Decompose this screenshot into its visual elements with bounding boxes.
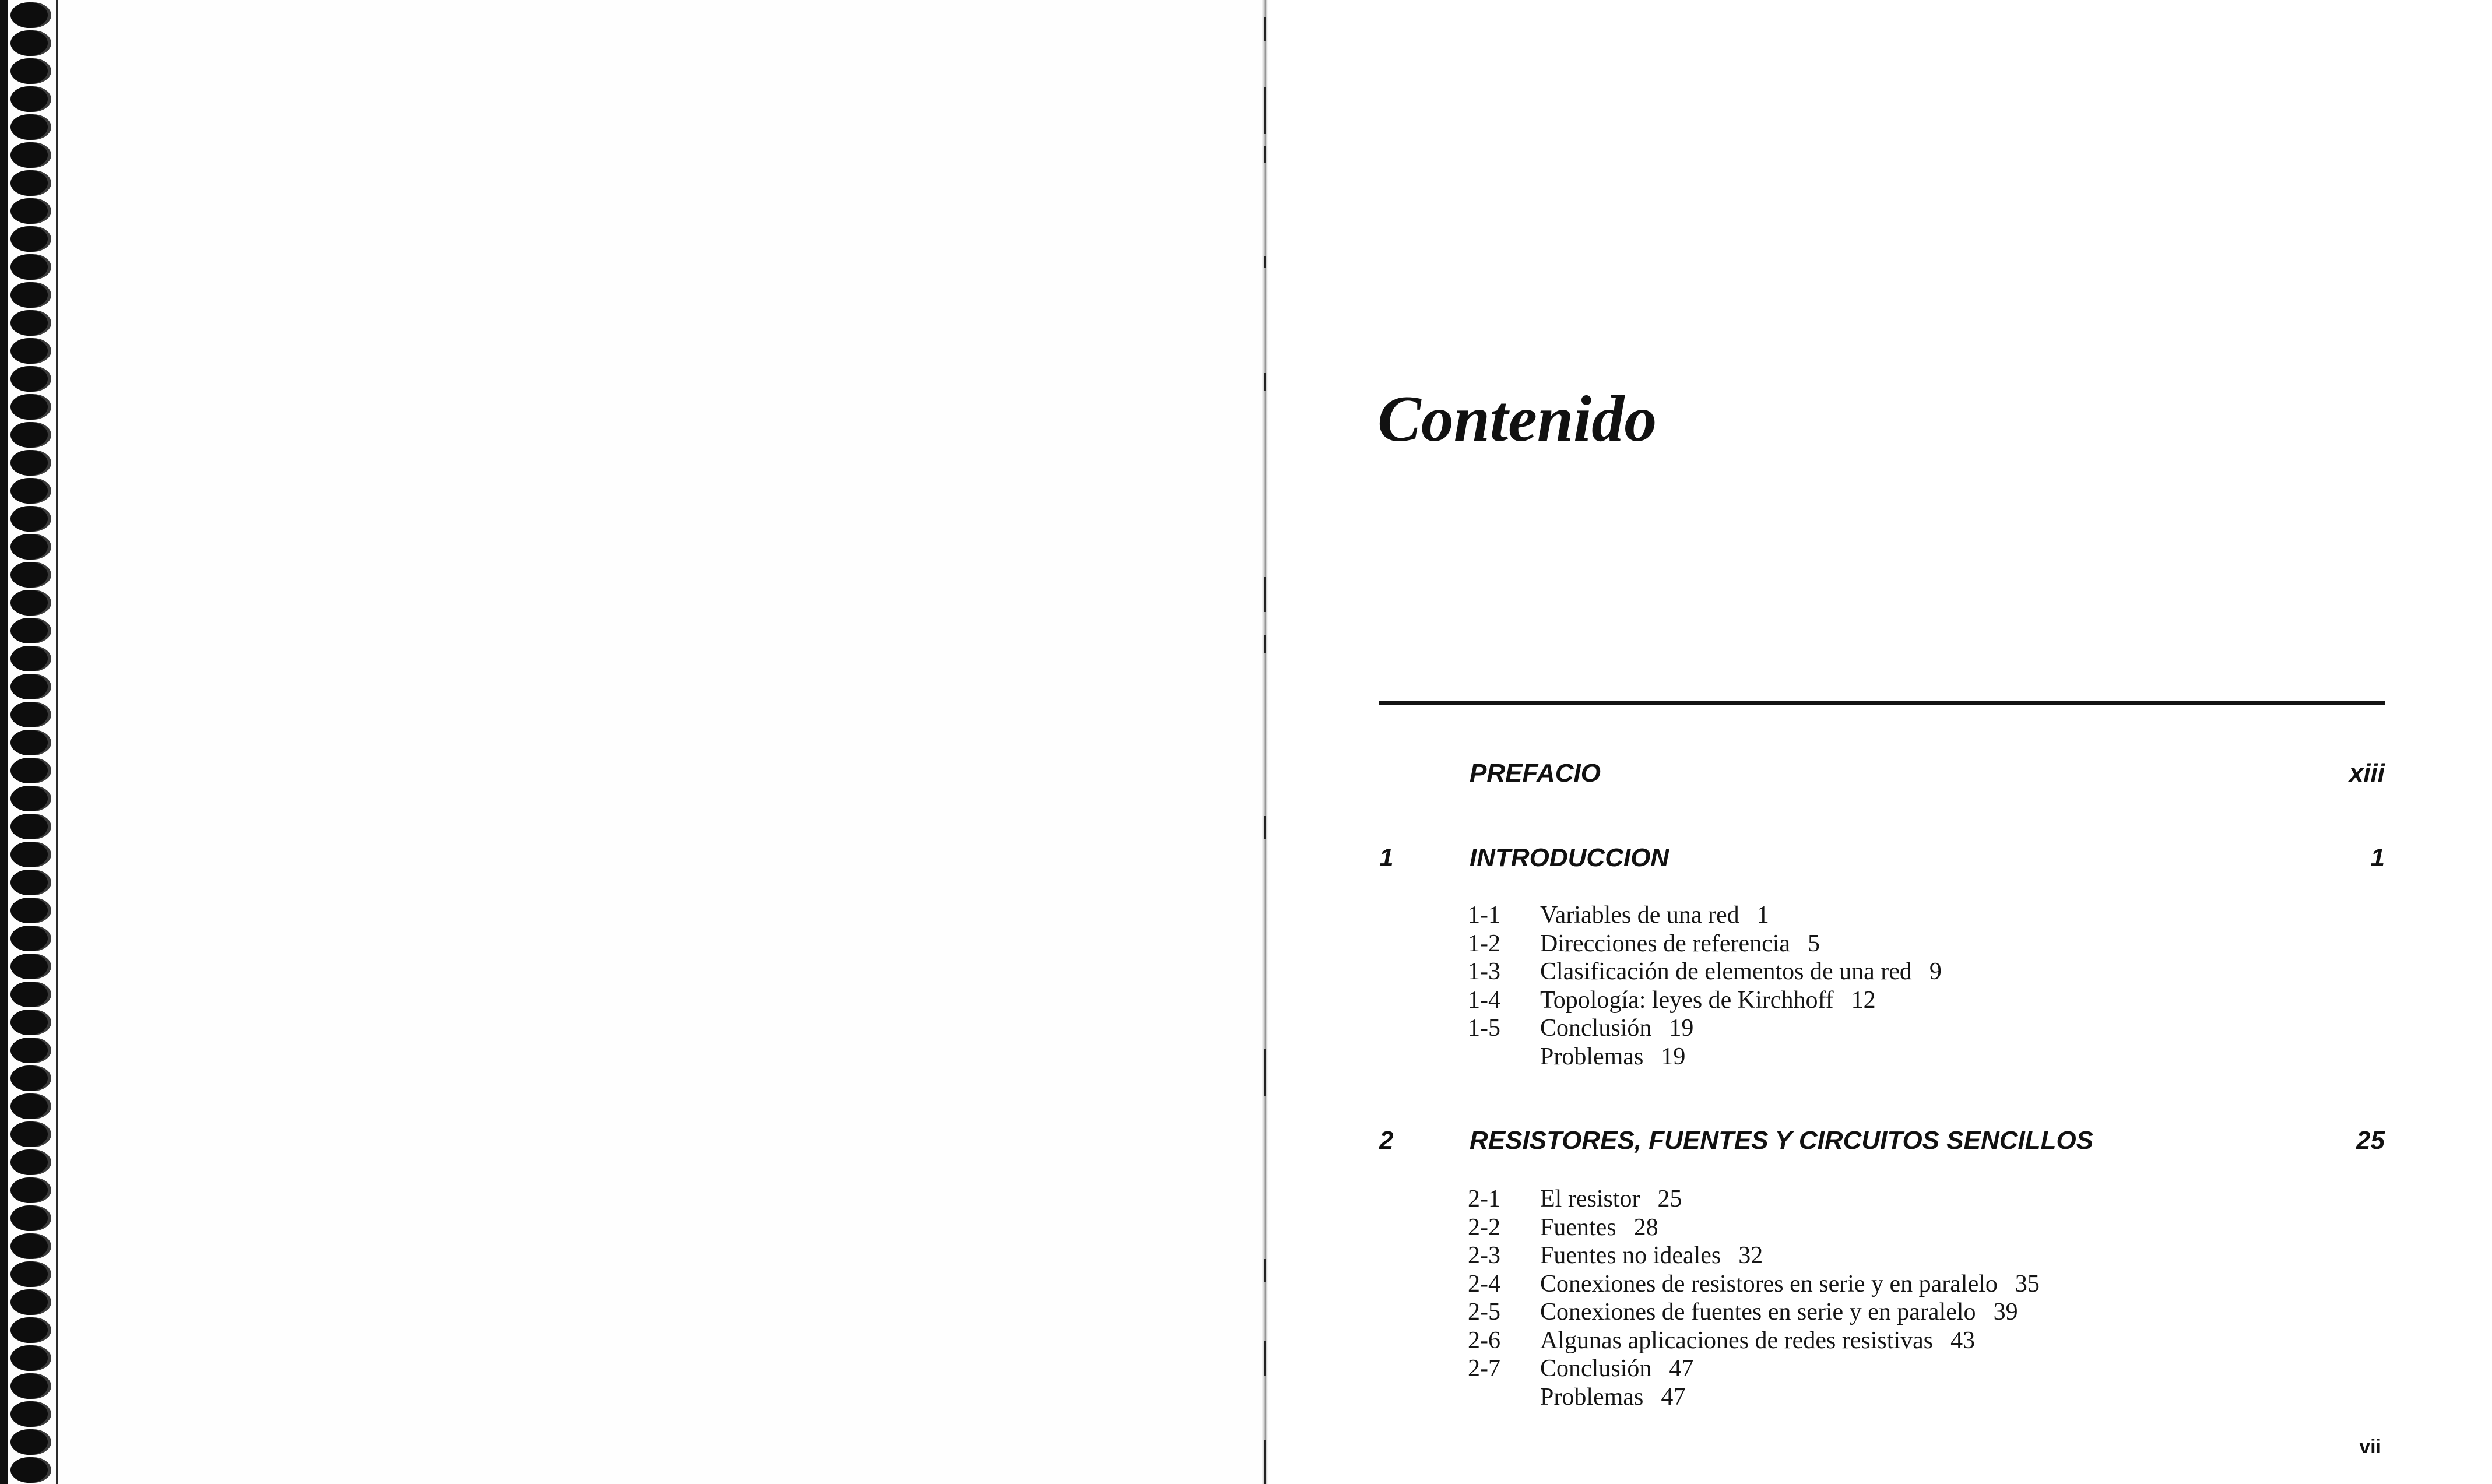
binding-coil	[10, 142, 48, 168]
gutter-mark	[1264, 1259, 1266, 1282]
binding-coil	[10, 1121, 48, 1147]
section-number: 1-1	[1468, 902, 1500, 929]
section-title: Topología: leyes de Kirchhoff	[1540, 986, 1834, 1014]
gutter-mark	[1264, 816, 1266, 839]
binding-coil	[10, 282, 48, 308]
section-number: 1-2	[1468, 930, 1500, 957]
gutter-mark	[1264, 577, 1266, 612]
section-number: 1-4	[1468, 986, 1500, 1014]
binding-coil	[10, 254, 48, 280]
section-page: 5	[1808, 930, 1820, 957]
binding-coil	[10, 1149, 48, 1175]
binding-coil	[10, 478, 48, 504]
binding-coil	[10, 590, 48, 616]
binding-coil	[10, 338, 48, 364]
binding-coil	[10, 310, 48, 336]
binding-coil	[10, 450, 48, 476]
section-page: 28	[1633, 1214, 1658, 1241]
page-number: vii	[2359, 1436, 2381, 1458]
section-page: 25	[1657, 1186, 1682, 1212]
binding-coil	[10, 1065, 48, 1091]
binding-coil	[10, 674, 48, 699]
binding-coil	[10, 954, 48, 979]
binding-coil	[10, 814, 48, 839]
section-title: Problemas	[1540, 1043, 1644, 1070]
binding-coil	[10, 1038, 48, 1063]
chapter-heading-1	[1379, 843, 2385, 878]
binding-coil	[10, 842, 48, 867]
binding-spine	[0, 0, 8, 1484]
section-title: Problemas	[1540, 1383, 1644, 1411]
chapter-title: INTRODUCCION	[1470, 843, 1669, 872]
binding-coil	[10, 702, 48, 727]
binding-coil	[10, 1345, 48, 1371]
binding-coil	[10, 58, 48, 84]
section-title: El resistor	[1540, 1186, 1640, 1212]
left-page-blank	[58, 0, 1271, 1484]
binding-coil	[10, 114, 48, 140]
binding-coil	[10, 394, 48, 420]
chapter-number: 2	[1379, 1126, 1394, 1155]
gutter-mark	[1264, 87, 1266, 134]
gutter-mark	[1264, 635, 1266, 653]
contents-page	[1270, 0, 2492, 1484]
section-number: 2-2	[1468, 1214, 1500, 1241]
section-number: 2-6	[1468, 1327, 1500, 1354]
section-number: 2-3	[1468, 1242, 1500, 1269]
section-page: 9	[1929, 958, 1942, 985]
section-page: 12	[1851, 986, 1876, 1014]
section-title: Conexiones de resistores en serie y en paralelo	[1540, 1270, 1998, 1297]
section-page: 19	[1661, 1043, 1686, 1070]
binding-coil	[10, 618, 48, 643]
chapter-number: 1	[1379, 843, 1394, 872]
binding-coil	[10, 646, 48, 671]
binding-coil	[10, 1317, 48, 1343]
section-page: 43	[1950, 1327, 1976, 1354]
gutter-mark	[1264, 1440, 1266, 1484]
section-number: 2-5	[1468, 1299, 1500, 1325]
binding-coil	[10, 1177, 48, 1203]
section-title: Direcciones de referencia	[1540, 930, 1791, 957]
binding-coil	[10, 1457, 48, 1483]
section-title: Algunas aplicaciones de redes resistivas	[1540, 1327, 1934, 1354]
section-number: 2-4	[1468, 1270, 1500, 1297]
binding-coil	[10, 898, 48, 923]
binding-coil	[10, 506, 48, 532]
binding-coil	[10, 870, 48, 895]
chapter-heading-preface	[1379, 759, 2385, 794]
binding-coil	[10, 86, 48, 112]
gutter-mark	[1264, 256, 1266, 268]
section-title: Conexiones de fuentes en serie y en paralelo	[1540, 1299, 1976, 1325]
chapter-title: RESISTORES, FUENTES Y CIRCUITOS SENCILLOS	[1470, 1126, 2094, 1155]
binding-coil	[10, 30, 48, 56]
gutter-mark	[1264, 17, 1266, 41]
chapter-page: 25	[2356, 1126, 2385, 1155]
binding-coil	[10, 1373, 48, 1399]
section-number: 2-1	[1468, 1186, 1500, 1212]
section-number: 2-7	[1468, 1355, 1500, 1382]
binding-coil	[10, 730, 48, 755]
binding-coil	[10, 366, 48, 392]
section-title: Fuentes no ideales	[1540, 1242, 1721, 1269]
section-page: 39	[1993, 1299, 2018, 1325]
page-title: Contenido	[1377, 383, 1657, 455]
binding-coil	[10, 1010, 48, 1035]
gutter-mark	[1264, 1049, 1266, 1096]
binding-coil	[10, 422, 48, 448]
gutter-mark	[1264, 373, 1266, 391]
binding-coil	[10, 1261, 48, 1287]
binding-coil	[10, 562, 48, 588]
binding-coil	[10, 198, 48, 224]
binding-coil	[10, 170, 48, 196]
section-page: 19	[1669, 1015, 1694, 1042]
binding-coil	[10, 1289, 48, 1315]
binding-coil	[10, 1429, 48, 1455]
section-title: Clasificación de elementos de una red	[1540, 958, 1912, 985]
section-page: 47	[1669, 1355, 1694, 1382]
binding-coil	[10, 534, 48, 560]
binding-coil	[10, 982, 48, 1007]
binding-coil	[10, 1205, 48, 1231]
binding-coil	[10, 226, 48, 252]
gutter-mark	[1264, 1341, 1266, 1376]
section-title: Fuentes	[1540, 1214, 1616, 1241]
binding-coil	[10, 926, 48, 951]
chapter-page: 1	[2370, 843, 2385, 872]
section-number: 1-3	[1468, 958, 1500, 985]
title-rule	[1379, 701, 2385, 705]
binding-coil	[10, 1093, 48, 1119]
section-page: 32	[1738, 1242, 1763, 1269]
section-title: Conclusión	[1540, 1355, 1652, 1382]
gutter-mark	[1264, 146, 1266, 163]
binding-coil	[10, 1401, 48, 1427]
section-title: Variables de una red	[1540, 902, 1739, 929]
section-page: 1	[1756, 902, 1769, 929]
binding-coil	[10, 758, 48, 783]
section-page: 47	[1661, 1383, 1686, 1411]
section-number: 1-5	[1468, 1015, 1500, 1042]
binding-coil	[10, 786, 48, 811]
binding-coil	[10, 2, 48, 28]
binding-coil	[10, 1233, 48, 1259]
chapter-page: xiii	[2349, 759, 2385, 787]
chapter-heading-2	[1379, 1126, 2385, 1161]
section-page: 35	[2015, 1270, 2040, 1297]
chapter-title: PREFACIO	[1470, 759, 1601, 787]
page-gutter	[1262, 0, 1268, 1484]
section-title: Conclusión	[1540, 1015, 1652, 1042]
